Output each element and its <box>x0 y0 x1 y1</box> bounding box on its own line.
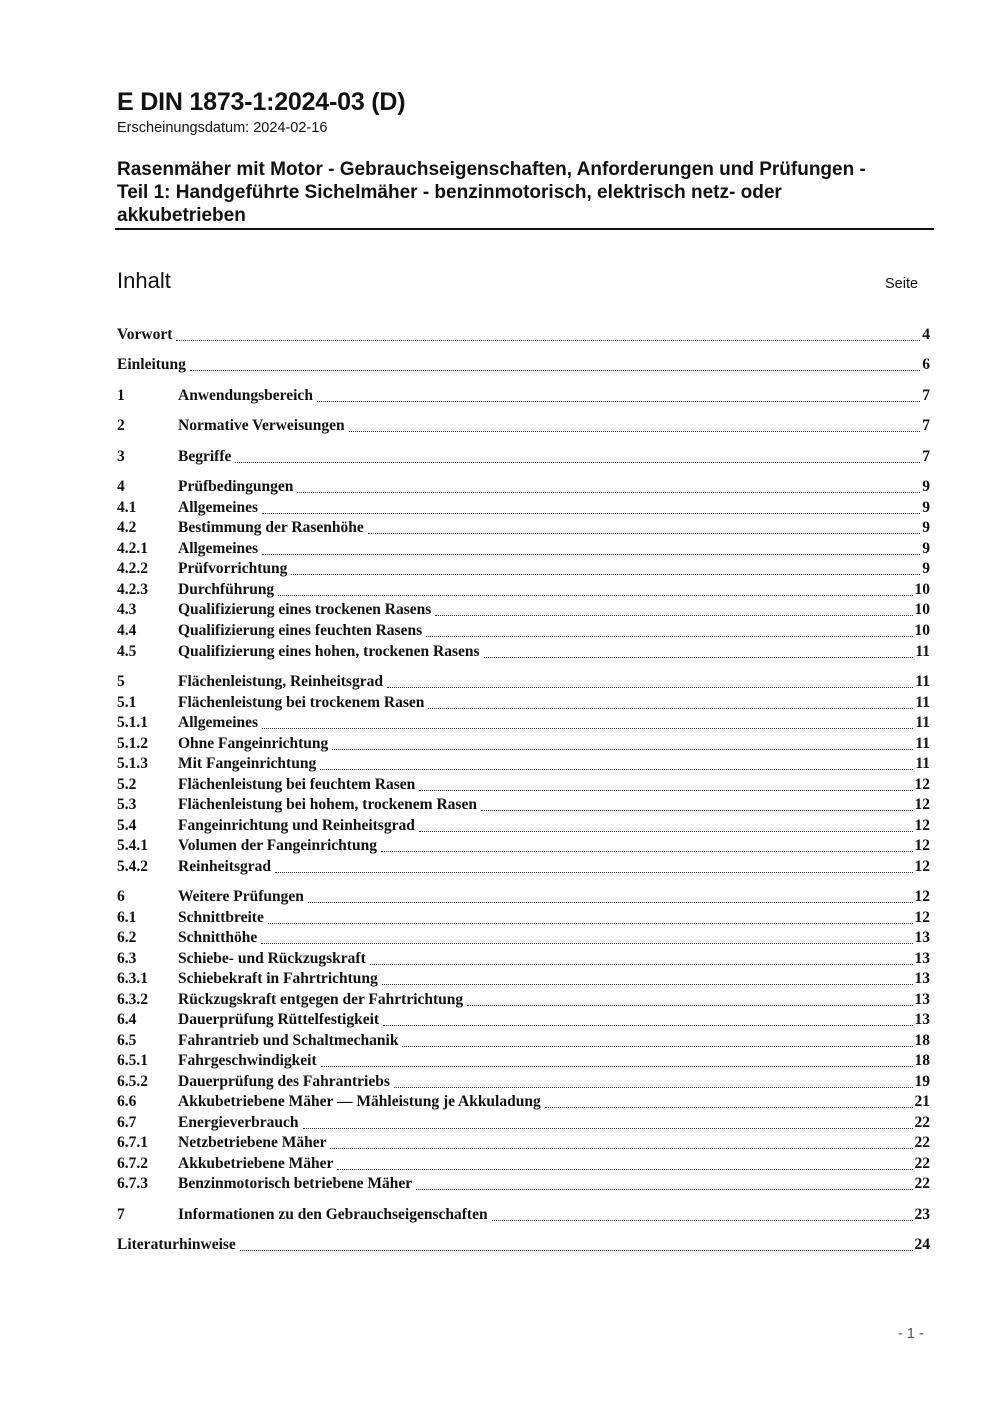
toc-entry-page: 12 <box>914 909 930 926</box>
title-line: Teil 1: Handgeführte Sichelmäher - benzinmotorisch, elektrisch netz- oder <box>117 182 782 203</box>
toc-entry-number: 4.3 <box>117 601 137 618</box>
toc-entry-number: 6.7.2 <box>117 1155 148 1172</box>
toc-entry-page: 13 <box>914 991 930 1008</box>
toc-entry[interactable] <box>117 448 930 468</box>
toc-entry[interactable] <box>117 950 930 970</box>
toc-dot-leader <box>370 964 913 965</box>
toc-entry-title: Akkubetriebene Mäher — Mähleistung je Akkuladung <box>178 1093 541 1110</box>
toc-entry-page: 12 <box>914 817 930 834</box>
toc-entry-number: 5 <box>117 673 125 690</box>
toc-entry-title: Schnitthöhe <box>178 929 258 946</box>
toc-dot-leader <box>387 687 913 688</box>
toc-dot-leader <box>303 1128 913 1129</box>
toc-entry-number: 5.1.2 <box>117 735 148 752</box>
toc-dot-leader <box>416 1189 912 1190</box>
toc-dot-leader <box>382 984 913 985</box>
toc-entry-title: Allgemeines <box>178 540 259 557</box>
toc-entry-page: 13 <box>914 929 930 946</box>
toc-entry[interactable] <box>117 601 930 621</box>
toc-entry[interactable] <box>117 560 930 580</box>
toc-entry-title: Prüfvorrichtung <box>178 560 288 577</box>
toc-entry-page: 11 <box>915 714 930 731</box>
toc-entry[interactable] <box>117 858 930 878</box>
toc-page-column-label: Seite <box>885 276 919 292</box>
toc-entry-title: Schnittbreite <box>178 909 264 926</box>
toc-dot-leader <box>190 370 920 371</box>
toc-dot-leader <box>394 1087 913 1088</box>
toc-entry-page: 13 <box>914 950 930 967</box>
toc-dot-leader <box>317 401 920 402</box>
toc-dot-leader <box>484 657 914 658</box>
toc-entry[interactable] <box>117 817 930 837</box>
toc-entry-number: 6.6 <box>117 1093 137 1110</box>
toc-entry[interactable] <box>117 1114 930 1134</box>
toc-entry-page: 22 <box>914 1114 930 1131</box>
toc-entry[interactable] <box>117 714 930 734</box>
toc-entry[interactable] <box>117 970 930 990</box>
toc-dot-leader <box>381 851 913 852</box>
toc-entry-number: 6.3 <box>117 950 137 967</box>
toc-entry-title: Volumen der Fangeinrichtung <box>178 837 377 854</box>
toc-entry-page: 9 <box>922 540 930 557</box>
toc-entry-page: 22 <box>914 1134 930 1151</box>
toc-entry[interactable] <box>117 387 930 407</box>
toc-dot-leader <box>349 431 921 432</box>
toc-dot-leader <box>435 615 912 616</box>
toc-entry-number: 5.2 <box>117 776 137 793</box>
toc-entry[interactable] <box>117 755 930 775</box>
toc-entry-page: 12 <box>914 837 930 854</box>
toc-entry-title: Qualifizierung eines feuchten Rasens <box>178 622 423 639</box>
toc-entry-page: 10 <box>914 601 930 618</box>
toc-dot-leader <box>492 1220 913 1221</box>
toc-dot-leader <box>262 728 913 729</box>
toc-entry-page: 4 <box>922 326 930 343</box>
toc-entry-number: 5.1.1 <box>117 714 148 731</box>
toc-entry-number: 4 <box>117 478 125 495</box>
toc-entry-number: 6.5.2 <box>117 1073 148 1090</box>
toc-entry-title: Akkubetriebene Mäher <box>178 1155 334 1172</box>
toc-entry-page: 9 <box>922 499 930 516</box>
toc-dot-leader <box>235 462 920 463</box>
toc-entry-page: 10 <box>914 622 930 639</box>
toc-entry[interactable] <box>117 991 930 1011</box>
toc-entry-number: 4.5 <box>117 643 137 660</box>
toc-dot-leader <box>278 595 912 596</box>
toc-entry[interactable] <box>117 929 930 949</box>
toc-entry-page: 12 <box>914 796 930 813</box>
toc-entry-title: Bestimmung der Rasenhöhe <box>178 519 364 536</box>
toc-entry[interactable] <box>117 417 930 437</box>
toc-entry-title: Qualifizierung eines trockenen Rasens <box>178 601 432 618</box>
toc-entry-number: 6.5 <box>117 1032 137 1049</box>
toc-entry-title: Rückzugskraft entgegen der Fahrtrichtung <box>178 991 464 1008</box>
title-line: akkubetrieben <box>117 205 246 226</box>
toc-entry[interactable] <box>117 735 930 755</box>
toc-entry-title: Flächenleistung, Reinheitsgrad <box>178 673 383 690</box>
toc-entry-title: Mit Fangeinrichtung <box>178 755 317 772</box>
toc-entry-title: Benzinmotorisch betriebene Mäher <box>178 1175 413 1192</box>
toc-entry-page: 7 <box>922 387 930 404</box>
toc-dot-leader <box>467 1005 912 1006</box>
toc-entry-title: Fahrantrieb und Schaltmechanik <box>178 1032 399 1049</box>
toc-entry-title: Dauerprüfung des Fahrantriebs <box>178 1073 390 1090</box>
toc-entry-page: 11 <box>915 735 930 752</box>
toc-dot-leader <box>419 831 913 832</box>
toc-entry-number: 6.5.1 <box>117 1052 148 1069</box>
toc-entry-number: 6.7.3 <box>117 1175 148 1192</box>
toc-entry-page: 10 <box>914 581 930 598</box>
toc-dot-leader <box>332 749 913 750</box>
toc-entry-title: Energieverbrauch <box>178 1114 299 1131</box>
toc-entry-number: 2 <box>117 417 125 434</box>
toc-entry[interactable] <box>117 1073 930 1093</box>
toc-dot-leader <box>261 943 912 944</box>
toc-entry-number: 5.4.2 <box>117 858 148 875</box>
toc-entry-page: 9 <box>922 519 930 536</box>
toc-entry[interactable] <box>117 581 930 601</box>
toc-entry-page: 11 <box>915 755 930 772</box>
toc-dot-leader <box>402 1046 912 1047</box>
toc-entry-number: 6 <box>117 888 125 905</box>
toc-entry[interactable] <box>117 673 930 693</box>
toc-entry-number: 3 <box>117 448 125 465</box>
toc-dot-leader <box>545 1107 913 1108</box>
toc-entry-page: 6 <box>922 356 930 373</box>
toc-dot-leader <box>291 574 920 575</box>
toc-entry-page: 9 <box>922 478 930 495</box>
toc-entry-title: Qualifizierung eines hohen, trockenen Rasens <box>178 643 480 660</box>
toc-dot-leader <box>481 810 913 811</box>
toc-entry-title: Fangeinrichtung und Reinheitsgrad <box>178 817 415 834</box>
toc-dot-leader <box>383 1025 912 1026</box>
toc-entry[interactable] <box>117 499 930 519</box>
toc-entry-title: Reinheitsgrad <box>178 858 271 875</box>
toc-entry-page: 9 <box>922 560 930 577</box>
toc-entry[interactable] <box>117 1206 930 1226</box>
toc-entry-title: Netzbetriebene Mäher <box>178 1134 327 1151</box>
toc-dot-leader <box>176 340 920 341</box>
toc-entry-title: Einleitung <box>117 356 186 373</box>
toc-dot-leader <box>297 492 920 493</box>
toc-entry[interactable] <box>117 1011 930 1031</box>
toc-entry-number: 5.1.3 <box>117 755 148 772</box>
toc-dot-leader <box>320 769 913 770</box>
toc-dot-leader <box>337 1169 912 1170</box>
document-id: E DIN 1873-1:2024-03 (D) <box>117 88 406 116</box>
toc-entry-number: 6.3.2 <box>117 991 148 1008</box>
toc-entry-page: 24 <box>914 1236 930 1253</box>
toc-dot-leader <box>275 872 913 873</box>
toc-entry[interactable] <box>117 1236 930 1256</box>
toc-entry-title: Fahrgeschwindigkeit <box>178 1052 317 1069</box>
toc-entry[interactable] <box>117 519 930 539</box>
toc-entry-title: Ohne Fangeinrichtung <box>178 735 329 752</box>
title-line: Rasenmäher mit Motor - Gebrauchseigenschaften, Anforderungen und Prüfungen - <box>117 159 866 180</box>
toc-entry-title: Flächenleistung bei trockenem Rasen <box>178 694 425 711</box>
toc-entry[interactable] <box>117 356 930 376</box>
toc-entry-page: 11 <box>915 673 930 690</box>
toc-entry-title: Weitere Prüfungen <box>178 888 304 905</box>
toc-entry-title: Schiebekraft in Fahrtrichtung <box>178 970 378 987</box>
toc-entry-page: 22 <box>914 1155 930 1172</box>
toc-entry-number: 4.1 <box>117 499 137 516</box>
toc-entry-title: Dauerprüfung Rüttelfestigkeit <box>178 1011 380 1028</box>
toc-entry[interactable] <box>117 478 930 498</box>
toc-entry-number: 6.7 <box>117 1114 137 1131</box>
toc-entry[interactable] <box>117 1134 930 1154</box>
toc-entry[interactable] <box>117 326 930 346</box>
toc-dot-leader <box>321 1066 913 1067</box>
toc-entry-page: 7 <box>922 417 930 434</box>
toc-entry-title: Literaturhinweise <box>117 1236 236 1253</box>
toc-entry-title: Informationen zu den Gebrauchseigenschaften <box>178 1206 488 1223</box>
toc-entry[interactable] <box>117 837 930 857</box>
toc-dot-leader <box>268 923 913 924</box>
toc-entry-number: 5.1 <box>117 694 137 711</box>
toc-entry-number: 6.4 <box>117 1011 137 1028</box>
toc-entry-number: 5.4.1 <box>117 837 148 854</box>
toc-entry-title: Prüfbedingungen <box>178 478 294 495</box>
toc-entry[interactable] <box>117 643 930 663</box>
toc-entry-page: 21 <box>914 1093 930 1110</box>
toc-entry-title: Normative Verweisungen <box>178 417 345 434</box>
toc-entry-title: Flächenleistung bei hohem, trockenem Rasen <box>178 796 477 813</box>
toc-entry-page: 7 <box>922 448 930 465</box>
toc-entry[interactable] <box>117 1052 930 1072</box>
toc-entry-title: Allgemeines <box>178 714 259 731</box>
toc-entry[interactable] <box>117 909 930 929</box>
document-title <box>117 158 932 227</box>
toc-entry-number: 4.2.2 <box>117 560 148 577</box>
toc-entry-page: 12 <box>914 776 930 793</box>
publication-date: Erscheinungsdatum: 2024-02-16 <box>117 120 328 136</box>
toc-entry[interactable] <box>117 1155 930 1175</box>
toc-entry-page: 18 <box>914 1052 930 1069</box>
toc-entry-number: 1 <box>117 387 125 404</box>
toc-entry-page: 12 <box>914 858 930 875</box>
toc-entry-number: 4.2.1 <box>117 540 148 557</box>
toc-entry[interactable] <box>117 622 930 642</box>
toc-entry[interactable] <box>117 1032 930 1052</box>
title-divider <box>115 228 934 230</box>
toc-entry[interactable] <box>117 888 930 908</box>
toc-entry-number: 7 <box>117 1206 125 1223</box>
toc-dot-leader <box>330 1148 912 1149</box>
toc-entry-page: 18 <box>914 1032 930 1049</box>
toc-entry-number: 5.3 <box>117 796 137 813</box>
toc-entry-page: 13 <box>914 970 930 987</box>
toc-entry[interactable] <box>117 776 930 796</box>
toc-entry[interactable] <box>117 1175 930 1195</box>
toc-dot-leader <box>428 708 913 709</box>
toc-dot-leader <box>240 1250 913 1251</box>
toc-dot-leader <box>419 790 912 791</box>
toc-entry[interactable] <box>117 694 930 714</box>
toc-entry-page: 23 <box>914 1206 930 1223</box>
toc-entry-title: Vorwort <box>117 326 173 343</box>
toc-dot-leader <box>368 533 921 534</box>
toc-entry-title: Flächenleistung bei feuchtem Rasen <box>178 776 416 793</box>
toc-heading: Inhalt <box>117 268 171 293</box>
toc-dot-leader <box>426 636 912 637</box>
toc-entry-page: 19 <box>914 1073 930 1090</box>
toc-dot-leader <box>262 513 920 514</box>
toc-entry-title: Anwendungsbereich <box>178 387 313 404</box>
toc-entry-title: Begriffe <box>178 448 232 465</box>
toc-entry-page: 11 <box>915 694 930 711</box>
toc-entry[interactable] <box>117 796 930 816</box>
toc-entry-title: Allgemeines <box>178 499 259 516</box>
toc-entry-page: 22 <box>914 1175 930 1192</box>
toc-entry-number: 4.2.3 <box>117 581 148 598</box>
toc-entry-number: 6.2 <box>117 929 137 946</box>
toc-entry[interactable] <box>117 1093 930 1113</box>
toc-entry-number: 6.7.1 <box>117 1134 148 1151</box>
toc-entry-number: 6.1 <box>117 909 137 926</box>
toc-entry-title: Schiebe- und Rückzugskraft <box>178 950 366 967</box>
toc-entry-page: 13 <box>914 1011 930 1028</box>
toc-dot-leader <box>262 554 920 555</box>
toc-entry-number: 4.4 <box>117 622 137 639</box>
toc-dot-leader <box>308 902 913 903</box>
page-number: - 1 - <box>898 1326 924 1342</box>
toc-entry-number: 4.2 <box>117 519 137 536</box>
toc-entry[interactable] <box>117 540 930 560</box>
toc-entry-page: 12 <box>914 888 930 905</box>
toc-entry-number: 6.3.1 <box>117 970 148 987</box>
toc-entry-number: 5.4 <box>117 817 137 834</box>
toc-entry-title: Durchführung <box>178 581 275 598</box>
toc-entry-page: 11 <box>915 643 930 660</box>
